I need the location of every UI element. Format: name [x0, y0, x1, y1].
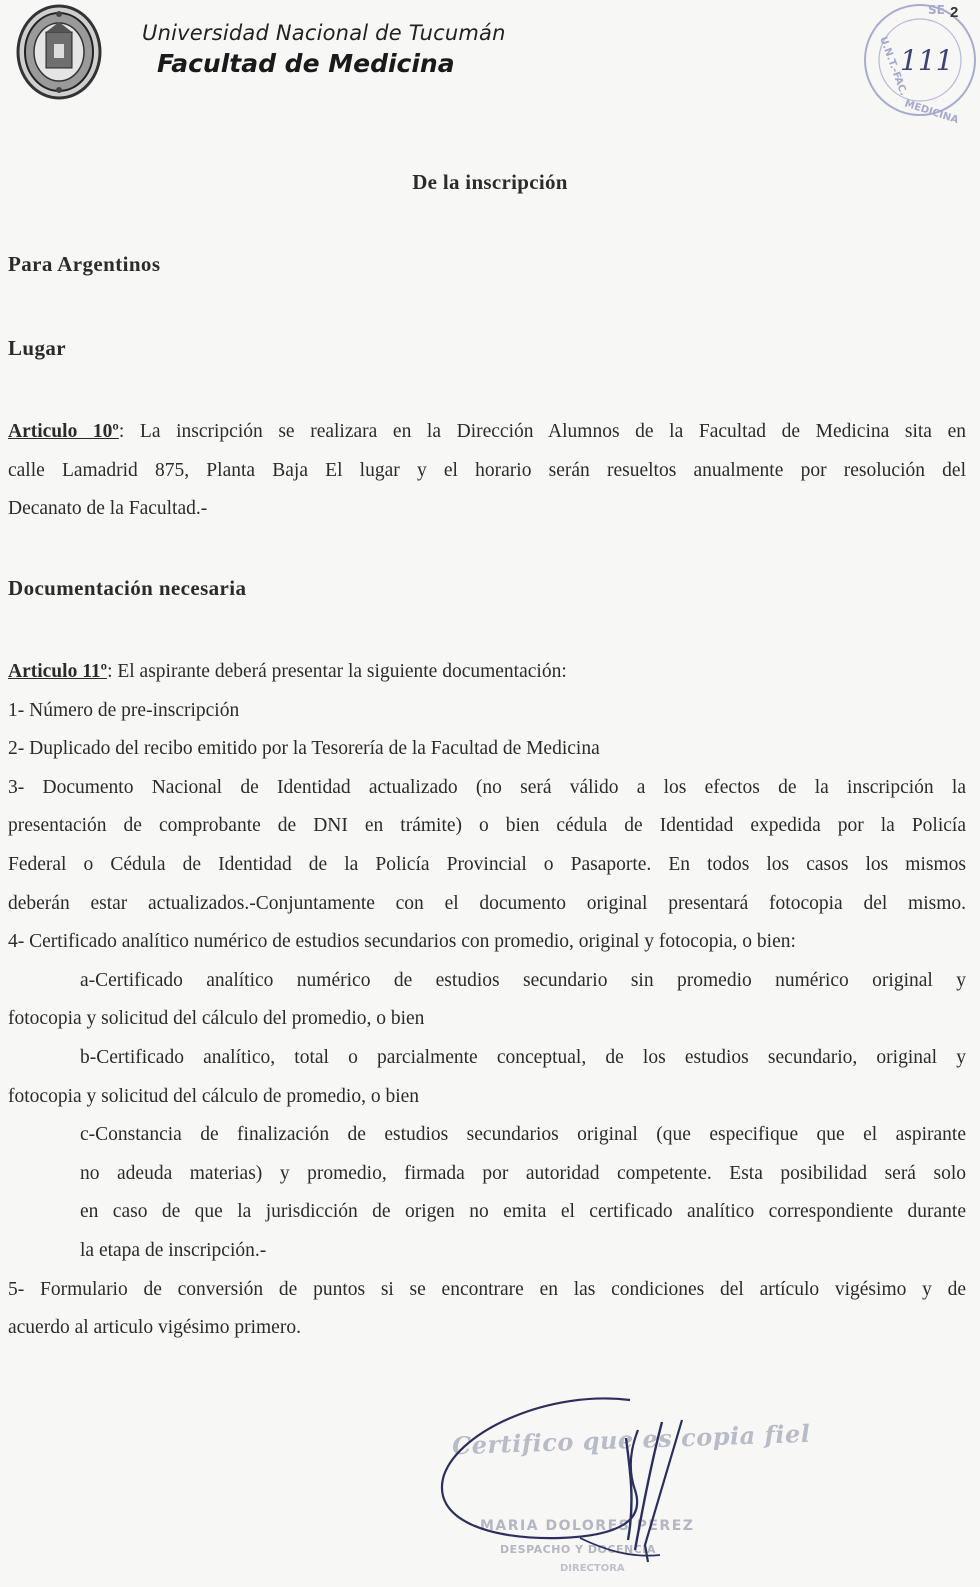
list-item-4a: a-Certificado analítico numérico de estudios secundario sin promedio numérico original y — [80, 969, 966, 991]
page-title: De la inscripción — [412, 170, 568, 194]
faculty-name: Facultad de Medicina — [157, 49, 455, 78]
stamp-top-text: SE — [928, 3, 945, 17]
section-heading-argentinos: Para Argentinos — [8, 252, 161, 276]
folio-stamp — [860, 0, 980, 128]
list-item-5: 5- Formulario de conversión de puntos si se encontrare en las condiciones del artículo vigésimo y de — [8, 1278, 966, 1300]
list-item-4c: en caso de que la jurisdicción de origen no emita el certificado analítico correspondiente durante — [80, 1201, 966, 1223]
stamp-left-text: U.N.T.-FAC. — [877, 35, 909, 98]
signatory-name: MARIA DOLORES PEREZ — [480, 1518, 695, 1534]
list-item-3: presentación de comprobante de DNI en trámite) o bien cédula de Identidad expedida por la Policía — [8, 815, 966, 837]
article-11-label: Articulo 11º — [8, 661, 108, 682]
list-item-3: deberán estar actualizados.-Conjuntamente con el documento original presentará fotocopia del mismo. — [8, 892, 966, 914]
handwritten-signature-icon — [430, 1390, 730, 1587]
list-item-4c: c-Constancia de finalización de estudios secundarios original (que especifique que el aspirante — [80, 1124, 966, 1146]
signatory-role-secondary: DIRECTORA — [560, 1563, 625, 1574]
certification-stamp-text: Certifico que es copia fiel — [451, 1418, 811, 1461]
article-11 — [8, 653, 966, 1348]
list-item-5: acuerdo al articulo vigésimo primero. — [8, 1317, 301, 1339]
stamp-bottom-text: MEDICINA — [903, 98, 960, 127]
article-11-intro: Articulo 11º: El aspirante deberá presentar la siguiente documentación: — [8, 661, 567, 682]
article-10-line: Decanato de la Facultad.- — [8, 498, 208, 520]
list-item-4a: fotocopia y solicitud del cálculo del promedio, o bien — [8, 1008, 425, 1030]
list-item-4c: la etapa de inscripción.- — [80, 1239, 267, 1261]
article-10-line: calle Lamadrid 875, Planta Baja El lugar y el horario serán resueltos anualmente por resolución del — [8, 459, 966, 481]
article-10-line: Articulo 10º: La inscripción se realizara en la Dirección Alumnos de la Facultad de Medicina sita en — [8, 421, 966, 442]
letterhead — [142, 18, 506, 80]
article-10 — [8, 413, 966, 529]
page-number: 2 — [950, 4, 959, 21]
stamp-folio-number: 111 — [900, 44, 954, 77]
university-seal-icon — [16, 4, 102, 100]
list-item-4c: no adeuda materias) y promedio, firmada por autoridad competente. Esta posibilidad será solo — [80, 1162, 966, 1184]
list-item-3: 3- Documento Nacional de Identidad actualizado (no será válido a los efectos de la inscripción la — [8, 776, 966, 798]
signatory-role: DESPACHO Y DOCENCIA — [500, 1543, 656, 1556]
section-heading-lugar: Lugar — [8, 336, 67, 360]
list-item-1: 1- Número de pre-inscripción — [8, 699, 240, 721]
article-10-label: Articulo 10º — [8, 421, 119, 442]
list-item-4b: b-Certificado analítico, total o parcialmente conceptual, de los estudios secundario, original y — [80, 1046, 966, 1068]
list-item-4b: fotocopia y solicitud del cálculo de promedio, o bien — [8, 1085, 420, 1107]
list-item-4: 4- Certificado analítico numérico de estudios secundarios con promedio, original y fotocopia, o bien: — [8, 931, 796, 953]
list-item-2: 2- Duplicado del recibo emitido por la Tesorería de la Facultad de Medicina — [8, 738, 600, 760]
list-item-3: Federal o Cédula de Identidad de la Policía Provincial o Pasaporte. En todos los casos los mismos — [8, 853, 966, 875]
section-heading-documentacion: Documentación necesaria — [8, 576, 247, 600]
university-name: Universidad Nacional de Tucumán — [142, 21, 506, 45]
